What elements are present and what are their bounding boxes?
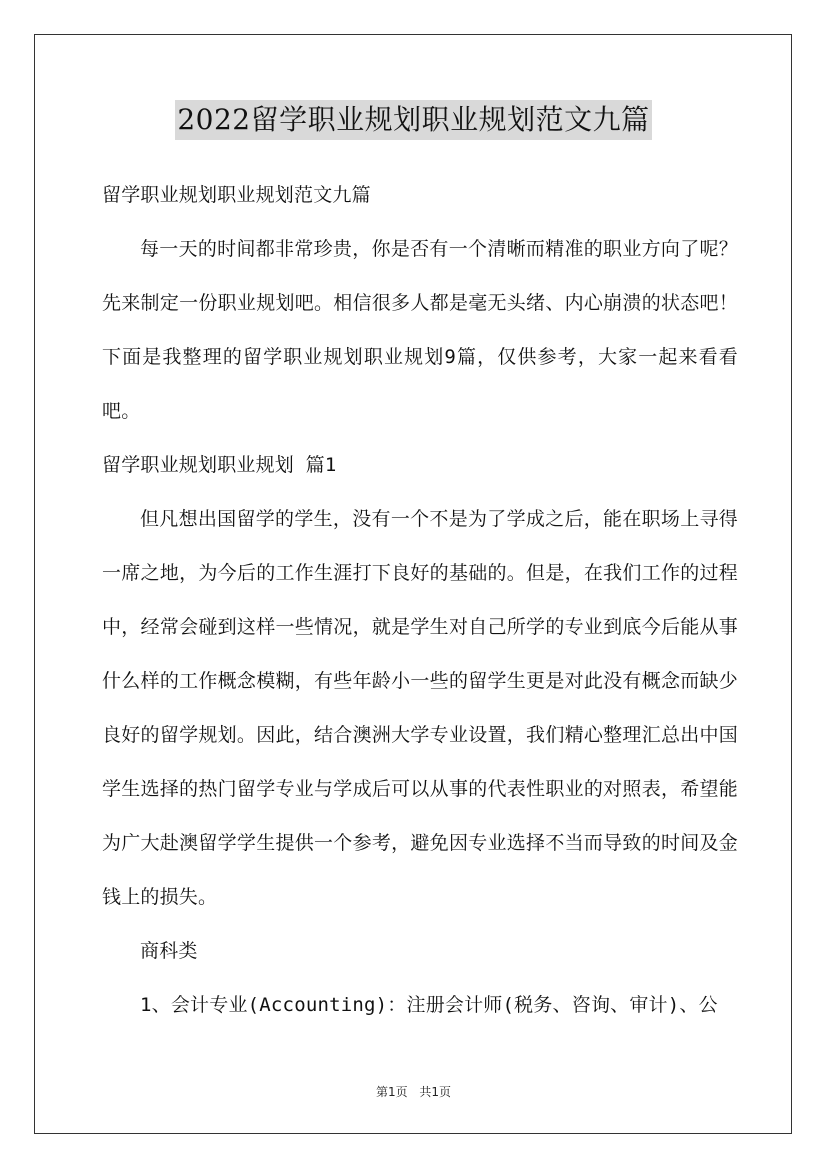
subtitle-paragraph: 留学职业规划职业规划范文九篇: [102, 184, 371, 206]
page-number: 第1页: [375, 1085, 408, 1099]
document-title-wrapper: [0, 100, 827, 140]
page-total: 共1页: [419, 1085, 452, 1099]
document-body: [102, 168, 738, 1032]
category-heading: 商科类: [140, 940, 198, 962]
page-footer: [0, 1083, 827, 1100]
list-item: 1、会计专业(Accounting)：注册会计师(税务、咨询、审计)、公: [140, 994, 718, 1016]
body-paragraph: 但凡想出国留学的学生，没有一个不是为了学成之后，能在职场上寻得一席之地，为今后的工作生涯打下良好的基础的。但是，在我们工作的过程中，经常会碰到这样一些情况，就是学生对自己所学的专业到底今后能从事什么样的工作概念模糊，有些年龄小一些的留学生更是对此没有概念而缺少良好的留学规划。因此，结合澳洲大学专业设置，我们精心整理汇总出中国学生选择的热门留学专业与学成后可以从事的代表性职业的对照表，希望能为广大赴澳留学学生提供一个参考，避免因专业选择不当而导致的时间及金钱上的损失。: [102, 508, 738, 908]
section-heading: 留学职业规划职业规划 篇1: [102, 454, 337, 476]
intro-paragraph: 每一天的时间都非常珍贵，你是否有一个清晰而精准的职业方向了呢？先来制定一份职业规划吧。相信很多人都是毫无头绪、内心崩溃的状态吧！下面是我整理的留学职业规划职业规划9篇，仅供参考，大家一起来看看吧。: [102, 238, 738, 422]
document-title: 2022留学职业规划职业规划范文九篇: [175, 100, 651, 140]
